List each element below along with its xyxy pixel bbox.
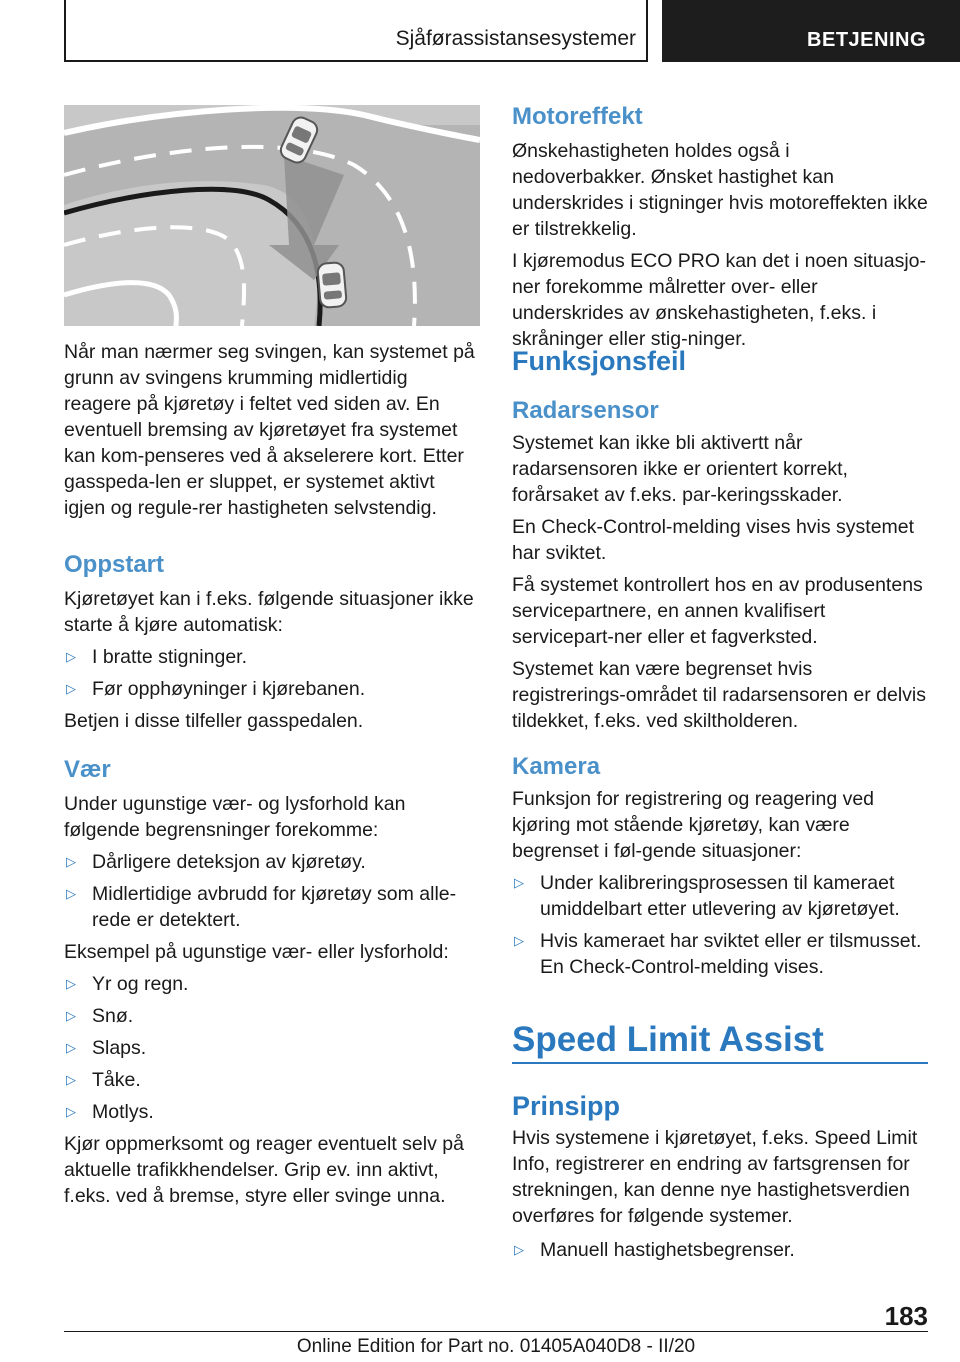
list-item: ▷ Yr og regn. [66,973,189,995]
road-curve-image [64,105,480,326]
oppstart-text: Kjøretøyet kan i f.eks. følgende situasjoner ikke starte å kjøre automatisk: [64,588,474,636]
motoreffekt-p2: I kjøremodus ECO PRO kan det i noen situasjo-ner forekomme målretter over- eller underskrides av ønskehastigheten, f.eks. i skråninger eller stig-ninger. [512,250,927,350]
vaer-closing: Kjør oppmerksomt og reager eventuelt selv på aktuelle trafikkhendelser. Grip ev. inn aktivt, f.eks. ved å bremse, styre eller svinge unna. [64,1133,464,1207]
radarsensor-heading: Radarsensor [512,397,659,424]
triangle-right-icon: ▷ [66,1040,76,1055]
prinsipp-heading: Prinsipp [512,1091,621,1121]
triangle-right-icon: ▷ [66,976,76,991]
page-number: 183 [884,1301,928,1331]
motoreffekt-heading: Motoreffekt [512,103,643,130]
oppstart-section [64,550,480,734]
list-item: ▷ Under kalibreringsprosessen til kameraet umiddelbart etter utlevering av kjøretøyet. [514,872,900,920]
vaer-example-intro: Eksempel på ugunstige vær- eller lysforhold: [64,941,449,963]
list-item: ▷ Tåke. [66,1069,141,1091]
prinsipp-text: Hvis systemene i kjøretøyet, f.eks. Speed Limit Info, registrerer en endring av fartsgrensen for strekningen, kan denne nye hastighetsverdien overføres for følgende systemer. [512,1127,918,1227]
vaer-heading: Vær [64,756,111,783]
funksjonsfeil-heading: Funksjonsfeil [512,346,687,376]
oppstart-list [64,644,480,702]
footer-edition-text: Online Edition for Part no. 01405A040D8 - II/20 [296,1336,696,1357]
vaer-section [64,755,480,1209]
list-item: ▷ I bratte stigninger. [66,646,248,668]
vaer-examples-list [64,971,480,1125]
triangle-right-icon: ▷ [66,649,76,664]
vaer-list [64,849,480,933]
list-item: ▷ Manuell hastighetsbegrenser. [514,1239,795,1261]
speed-limit-assist-heading: Speed Limit Assist [512,1020,824,1059]
triangle-right-icon: ▷ [66,854,76,869]
list-item: ▷ Snø. [66,1005,134,1027]
header-section-title: Sjåførassistansesystemer [64,0,648,62]
prinsipp-section [512,1089,928,1263]
vaer-text: Under ugunstige vær- og lysforhold kan følgende begrensninger forekomme: [64,793,406,841]
radarsensor-p4: Systemet kan være begrenset hvis registrerings-området til radarsensoren er delvis tildekket, f.eks. ved skiltholderen. [512,658,927,732]
triangle-right-icon: ▷ [66,1104,76,1119]
list-item: ▷ Hvis kameraet har sviktet eller er tilsmusset. En Check-Control-melding vises. [514,930,922,978]
intro-paragraph: Når man nærmer seg svingen, kan systemet på grunn av svingens krumming midlertidig reagere på kjøretøy i feltet ved siden av. En eventuell bremsing av kjøretøyet fra systemet kan kom-penseres ved å akselerere kort. Etter gasspeda-len er sluppet, er systemet aktivt igjen og regule-rer hastigheten selvstendig. [64,341,475,519]
kamera-heading: Kamera [512,753,601,780]
triangle-right-icon: ▷ [66,886,76,901]
oppstart-after: Betjen i disse tilfeller gasspedalen. [64,710,364,732]
header-chapter-tab: BETJENING [662,0,960,62]
list-item: ▷ Før opphøyninger i kjørebanen. [66,678,366,700]
speed-limit-assist-title-block [512,1018,928,1062]
triangle-right-icon: ▷ [514,1242,524,1257]
radarsensor-p1: Systemet kan ikke bli aktivertt når radarsensoren ikke er orientert korrekt, forårsaket av f.eks. par-keringsskader. [512,432,848,506]
list-item: ▷ Midlertidige avbrudd for kjøretøy som alle-rede er detektert. [66,883,457,931]
curve-illustration [64,105,480,326]
kamera-p1: Funksjon for registrering og reagering ved kjøring mot stående kjøretøy, kan være begrenset i føl-gende situasjoner: [512,788,875,862]
list-item: ▷ Slaps. [66,1037,147,1059]
chapter-heading-rule [512,1062,928,1064]
prinsipp-list [512,1237,928,1263]
triangle-right-icon: ▷ [514,933,524,948]
kamera-list [512,870,928,980]
oppstart-heading: Oppstart [64,551,165,578]
list-item: ▷ Motlys. [66,1101,154,1123]
radarsensor-p2: En Check-Control-melding vises hvis systemet har sviktet. [512,516,915,564]
intro-paragraph-block [64,339,480,521]
triangle-right-icon: ▷ [514,875,524,890]
triangle-right-icon: ▷ [66,1008,76,1023]
radarsensor-p3: Få systemet kontrollert hos en av produsentens servicepartnere, en annen kvalifisert servicepart-ner eller et fagverksted. [512,574,923,648]
motoreffekt-section [512,102,928,352]
list-item: ▷ Dårligere deteksjon av kjøretøy. [66,851,366,873]
triangle-right-icon: ▷ [66,1072,76,1087]
funksjonsfeil-section [512,344,928,980]
triangle-right-icon: ▷ [66,681,76,696]
footer-rule [64,1331,928,1332]
motoreffekt-p1: Ønskehastigheten holdes også i nedoverbakker. Ønsket hastighet kan underskrides i stigninger hvis motoreffekten ikke er tilstrekkelig. [512,140,928,240]
page-header [0,0,960,66]
